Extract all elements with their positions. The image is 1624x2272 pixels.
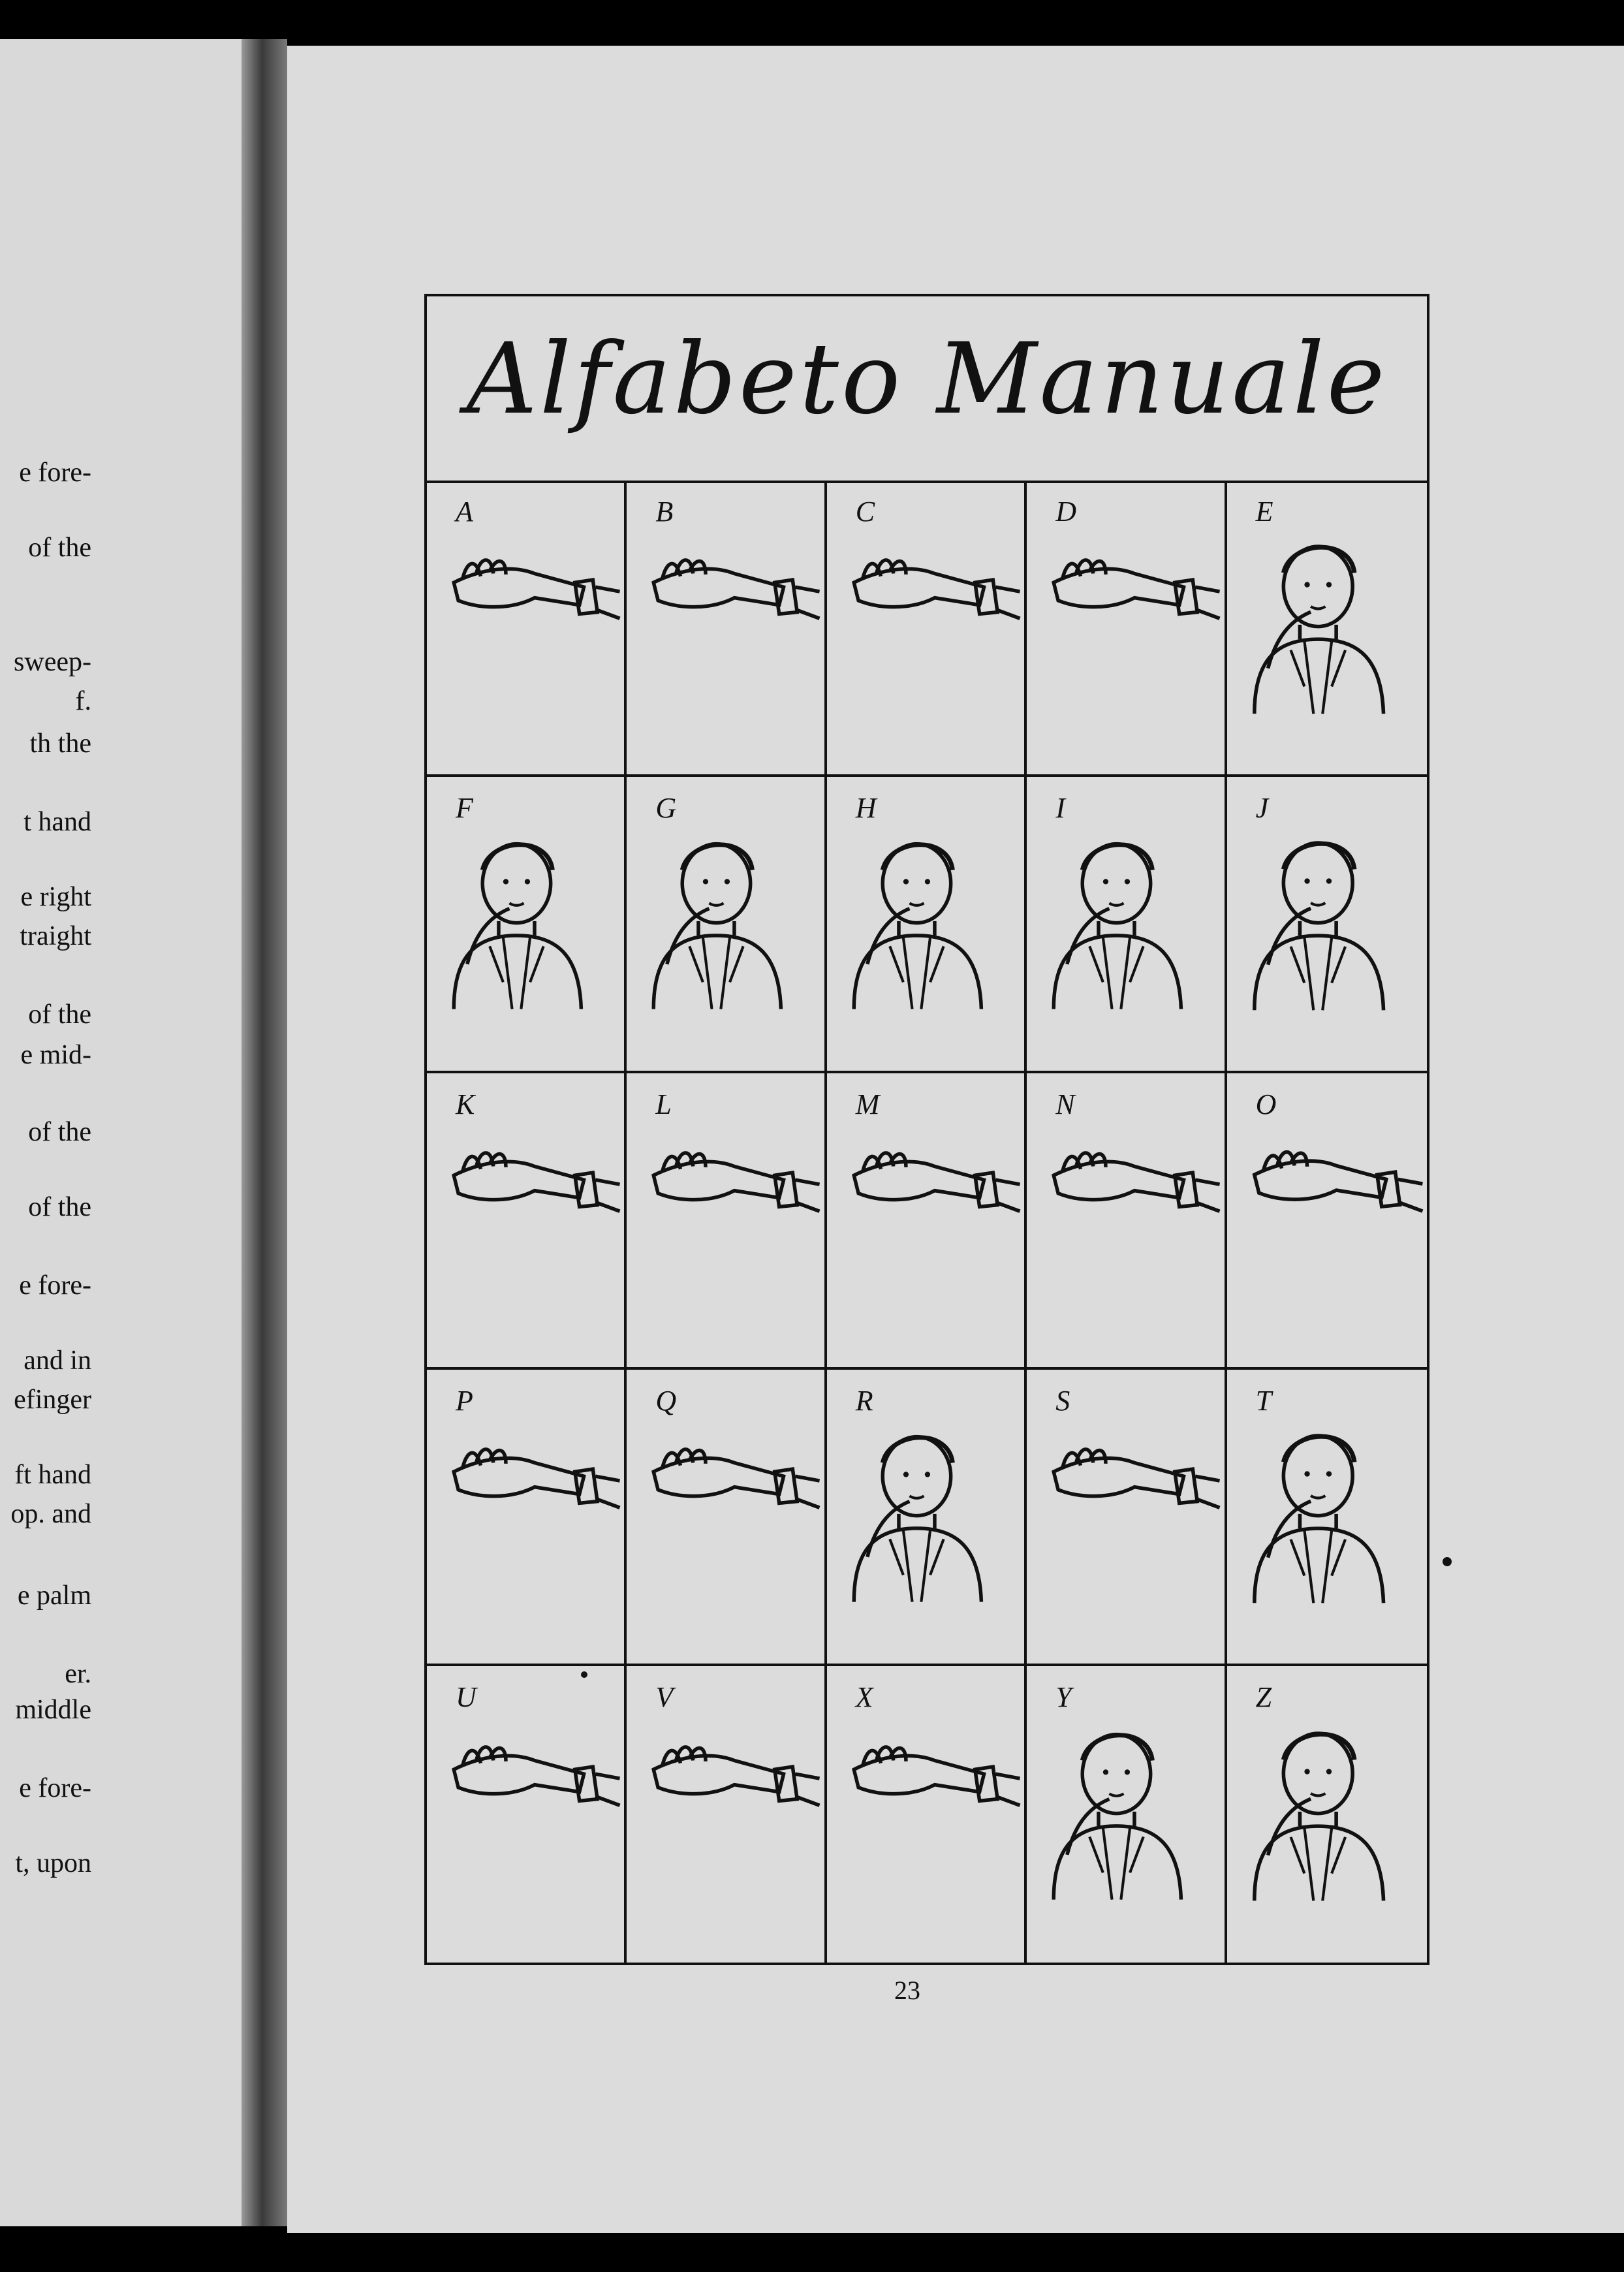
sign-cell-q bbox=[627, 1370, 826, 1666]
sign-letter-label: C bbox=[855, 496, 875, 528]
book-gutter bbox=[242, 39, 287, 2226]
sign-letter-label: Z bbox=[1255, 1681, 1272, 1713]
left-text-line: of the bbox=[28, 1000, 91, 1030]
sign-letter-label: D bbox=[1055, 496, 1076, 528]
sign-letter-label: J bbox=[1255, 792, 1269, 824]
sign-letter-label: V bbox=[655, 1681, 674, 1713]
sign-letter-label: P bbox=[456, 1385, 473, 1417]
left-text-line: t hand bbox=[23, 807, 91, 837]
left-text-line: of the bbox=[28, 533, 91, 563]
plate-title-band bbox=[427, 296, 1427, 483]
sign-letter-label: N bbox=[1055, 1088, 1075, 1120]
left-text-line: e fore- bbox=[19, 458, 91, 488]
sign-letter-label: E bbox=[1255, 496, 1273, 528]
left-text-line: middle bbox=[15, 1695, 91, 1725]
sign-cell-v bbox=[627, 1666, 826, 1963]
ink-speck bbox=[1443, 1557, 1452, 1566]
left-text-line: t, upon bbox=[15, 1848, 91, 1878]
sign-letter-label: H bbox=[855, 792, 877, 824]
left-text-line: and in bbox=[23, 1346, 91, 1376]
page-number: 23 bbox=[894, 1976, 920, 2005]
left-text-line: op. and bbox=[10, 1499, 91, 1529]
sign-cell-s bbox=[1027, 1370, 1226, 1666]
left-text-line: of the bbox=[28, 1117, 91, 1147]
sign-cell-r bbox=[827, 1370, 1027, 1666]
sign-letter-label: R bbox=[855, 1385, 873, 1417]
sign-cell-b bbox=[627, 481, 826, 777]
left-text-line: th the bbox=[29, 729, 91, 759]
left-text-line: e fore- bbox=[19, 1270, 91, 1301]
sign-cell-u bbox=[427, 1666, 627, 1963]
sign-letter-label: L bbox=[655, 1088, 672, 1120]
sign-letter-label: B bbox=[655, 496, 674, 528]
left-text-line: traight bbox=[20, 921, 91, 951]
sign-cell-t bbox=[1227, 1370, 1427, 1666]
sign-letter-label: A bbox=[456, 496, 473, 528]
sign-cell-d bbox=[1027, 481, 1226, 777]
sign-letter-label: U bbox=[456, 1681, 476, 1713]
left-text-line: sweep- bbox=[14, 647, 91, 677]
sign-cell-k bbox=[427, 1073, 627, 1370]
sign-cell-c bbox=[827, 481, 1027, 777]
left-text-line: ft hand bbox=[14, 1460, 91, 1490]
sign-letter-label: T bbox=[1255, 1385, 1272, 1417]
left-text-line: efinger bbox=[14, 1385, 91, 1415]
sign-letter-label: S bbox=[1055, 1385, 1070, 1417]
sign-letter-label: Q bbox=[655, 1385, 677, 1417]
alphabet-plate bbox=[424, 294, 1429, 1965]
sign-letter-label: K bbox=[456, 1088, 475, 1120]
left-text-line: e mid- bbox=[20, 1040, 91, 1070]
sign-letter-label: Y bbox=[1055, 1681, 1072, 1713]
sign-cell-f bbox=[427, 777, 627, 1073]
sign-cell-o bbox=[1227, 1073, 1427, 1370]
sign-cell-l bbox=[627, 1073, 826, 1370]
sign-cell-h bbox=[827, 777, 1027, 1073]
left-text-line: of the bbox=[28, 1192, 91, 1222]
sign-cell-e bbox=[1227, 481, 1427, 777]
sign-letter-label: I bbox=[1055, 792, 1065, 824]
plate-title: Alfabeto Manuale bbox=[466, 323, 1388, 436]
sign-cell-z bbox=[1227, 1666, 1427, 1963]
sign-cell-a bbox=[427, 481, 627, 777]
left-text-line: er. bbox=[65, 1659, 91, 1689]
left-text-line: f. bbox=[75, 686, 91, 716]
ink-speck bbox=[581, 1671, 587, 1678]
sign-letter-label: F bbox=[456, 792, 473, 824]
sign-cell-x bbox=[827, 1666, 1027, 1963]
sign-letter-label: M bbox=[855, 1088, 880, 1120]
sign-cell-i bbox=[1027, 777, 1226, 1073]
sign-letter-label: G bbox=[655, 792, 677, 824]
sign-grid bbox=[427, 481, 1427, 1963]
left-text-line: e fore- bbox=[19, 1773, 91, 1803]
left-text-line: e palm bbox=[17, 1581, 91, 1611]
sign-cell-p bbox=[427, 1370, 627, 1666]
sign-cell-g bbox=[627, 777, 826, 1073]
sign-letter-label: X bbox=[855, 1681, 873, 1713]
left-text-line: e right bbox=[20, 882, 91, 912]
sign-cell-m bbox=[827, 1073, 1027, 1370]
sign-cell-n bbox=[1027, 1073, 1226, 1370]
sign-cell-j bbox=[1227, 777, 1427, 1073]
sign-cell-y bbox=[1027, 1666, 1226, 1963]
sign-letter-label: O bbox=[1255, 1088, 1277, 1120]
